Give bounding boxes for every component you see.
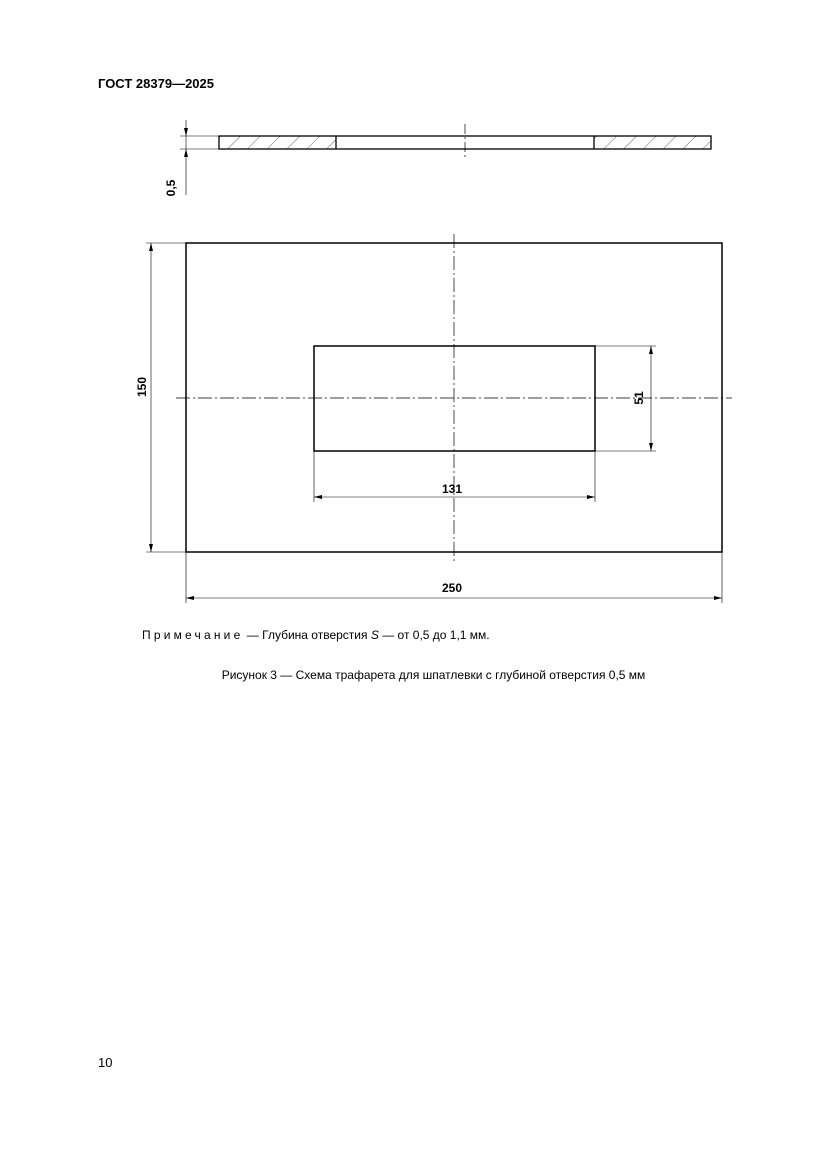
section-view [164, 120, 711, 196]
thickness-arrow-top [184, 128, 188, 136]
note-symbol: S [370, 628, 379, 642]
note-text-before: — Глубина отверстия [243, 628, 371, 642]
plan-view [135, 234, 732, 603]
hole-width-arrow-right [587, 495, 595, 499]
figure-caption: Рисунок 3 — Схема трафарета для шпатлевки с глубиной отверстия 0,5 мм [221, 668, 646, 682]
hole-height-arrow-bottom [649, 443, 653, 451]
section-hatch-left [219, 136, 336, 149]
section-hatch-right [594, 136, 711, 149]
dim-hole-height-label: 51 [632, 391, 646, 405]
document-header: ГОСТ 28379—2025 [98, 76, 214, 91]
note-label: Примечание [142, 628, 244, 642]
note-text-after: — от 0,5 до 1,1 мм. [378, 628, 490, 642]
hole-width-arrow-left [314, 495, 322, 499]
thickness-arrow-bottom [184, 149, 188, 157]
hole-height-arrow-top [649, 346, 653, 354]
width-arrow-left [186, 596, 194, 600]
width-arrow-right [714, 596, 722, 600]
dim-height-label: 150 [135, 376, 149, 398]
figure-note [142, 628, 490, 642]
height-arrow-bottom [149, 544, 153, 552]
dim-hole-width-label: 131 [441, 482, 463, 496]
page-number: 10 [98, 1055, 113, 1070]
dim-thickness-label: 0,5 [164, 179, 178, 197]
height-arrow-top [149, 243, 153, 251]
stencil-hole [314, 346, 595, 451]
dim-width-label: 250 [441, 581, 463, 595]
